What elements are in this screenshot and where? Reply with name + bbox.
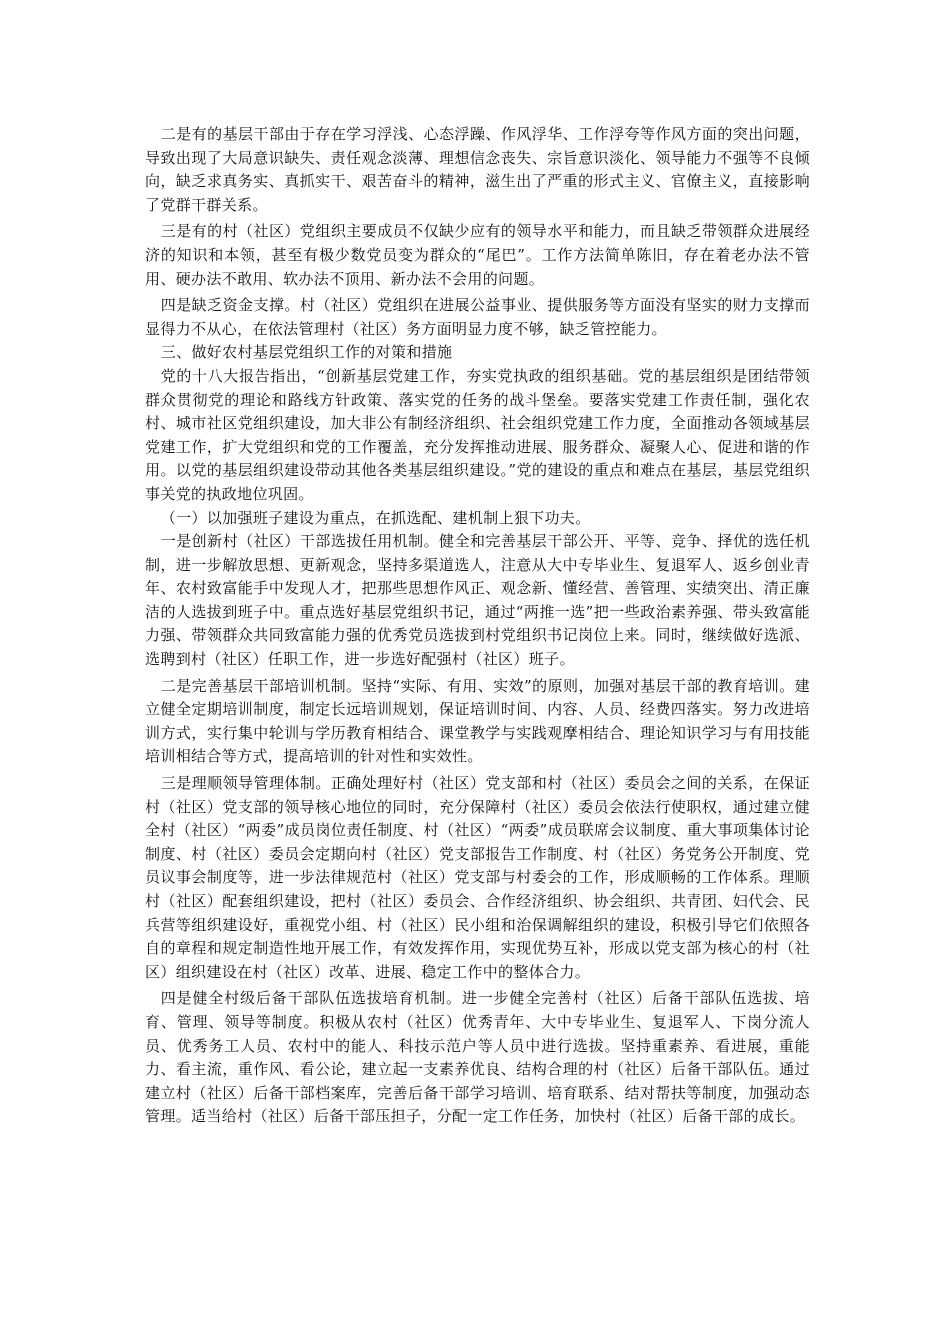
paragraph-problem-three: 三是有的村（社区）党组织主要成员不仅缺少应有的领导水平和能力，而且缺乏带领群众进展经济的知识和本领，甚至有极少数党员变为群众的“尾巴”。工作方法简单陈旧，存在着老办法不管用、硬办法不敢用、软办法不顶用、新办法不会用的问题。 — [145, 222, 810, 288]
paragraph-measure-four: 四是健全村级后备干部队伍选拔培育机制。进一步健全完善村（社区）后备干部队伍选拔、培育、管理、领导等制度。积极从农村（社区）优秀青年、大中专毕业生、复退军人、下岗分流人员、优秀务工人员、农村中的能人、科技示范户等人员中进行选拔。坚持重素养、看进展，重能力、看主流，重作风、看公论，建立起一支素养优良、结构合理的村（社区）后备干部队伍。通过建立村（社区）后备干部档案库，完善后备干部学习培训、培育联系、结对帮扶等制度，加强动态管理。适当给村（社区）后备干部压担子，分配一定工作任务，加快村（社区）后备干部的成长。 — [145, 989, 810, 1126]
paragraph-problem-four: 四是缺乏资金支撑。村（社区）党组织在进展公益事业、提供服务等方面没有坚实的财力支撑而显得力不从心，在依法管理村（社区）务方面明显力度不够，缺乏管控能力。 — [145, 296, 810, 338]
paragraph-measure-three: 三是理顺领导管理体制。正确处理好村（社区）党支部和村（社区）委员会之间的关系，在保证村（社区）党支部的领导核心地位的同时，充分保障村（社区）委员会依法行使职权，通过建立健全村（社区）“两委”成员岗位责任制度、村（社区）“两委”成员联席会议制度、重大事项集体讨论制度、村（社区）委员会定期向村（社区）党支部报告工作制度、村（社区）务党务公开制度、党员议事会制度等，进一步法律规范村（社区）党支部与村委会的工作，形成顺畅的工作体系。理顺村（社区）配套组织建设，把村（社区）委员会、合作经济组织、协会组织、共青团、妇代会、民兵营等组织建设好，重视党小组、村（社区）民小组和治保调解组织的建设，积极引导它们依照各自的章程和规定制造性地开展工作，有效发挥作用，实现优势互补，形成以党支部为核心的村（社区）组织建设在村（社区）改革、进展、稳定工作中的整体合力。 — [145, 774, 810, 981]
paragraph-problem-two: 二是有的基层干部由于存在学习浮浅、心态浮躁、作风浮华、工作浮夸等作风方面的突出问题，导致出现了大局意识缺失、责任观念淡薄、理想信念丧失、宗旨意识淡化、领导能力不强等不良倾向，缺乏求真务实、真抓实干、艰苦奋斗的精神，滋生出了严重的形式主义、官僚主义，直接影响了党群干群关系。 — [145, 125, 810, 214]
paragraph-measure-two: 二是完善基层干部培训机制。坚持“实际、有用、实效”的原则，加强对基层干部的教育培训。建立健全定期培训制度，制定长远培训规划，保证培训时间、内容、人员、经费四落实。努力改进培训方式，实行集中轮训与学历教育相结合、课堂教学与实践观摩相结合、理论知识学习与有用技能培训相结合等方式，提高培训的针对性和实效性。 — [145, 676, 810, 766]
section-heading-three: 三、做好农村基层党组织工作的对策和措施 — [160, 343, 453, 362]
paragraph-eighteenth-congress: 党的十八大报告指出，“创新基层党建工作，夯实党执政的组织基础。党的基层组织是团结带领群众贯彻党的理论和路线方针政策、落实党的任务的战斗堡垒。要落实党建工作责任制，强化农村、城市社区党组织建设，加大非公有制经济组织、社会组织党建工作力度，全面推动各领域基层党建工作，扩大党组织和党的工作覆盖，充分发挥推动进展、服务群众、凝聚人心、促进和谐的作用。以党的基层组织建设带动其他各类基层组织建设。”党的建设的重点和难点在基层，基层党组织事关党的执政地位巩固。 — [145, 366, 810, 503]
paragraph-measure-one: 一是创新村（社区）干部选拔任用机制。健全和完善基层干部公开、平等、竞争、择优的选任机制，进一步解放思想、更新观念，坚持多渠道选人，注意从大中专毕业生、复退军人、返乡创业青年、农村致富能手中发现人才，把那些思想作风正、观念新、懂经营、善管理、实绩突出、清正廉洁的人选拔到班子中。重点选好基层党组织书记，通过“两推一选”把一些政治素养强、带头致富能力强、带领群众共同致富能力强的优秀党员选拔到村党组织书记岗位上来。同时，继续做好选派、选聘到村（社区）任职工作，进一步选好配强村（社区）班子。 — [145, 532, 810, 669]
document-body — [145, 123, 810, 1129]
subheading-one: （一）以加强班子建设为重点，在抓选配、建机制上狠下功夫。 — [160, 508, 591, 527]
